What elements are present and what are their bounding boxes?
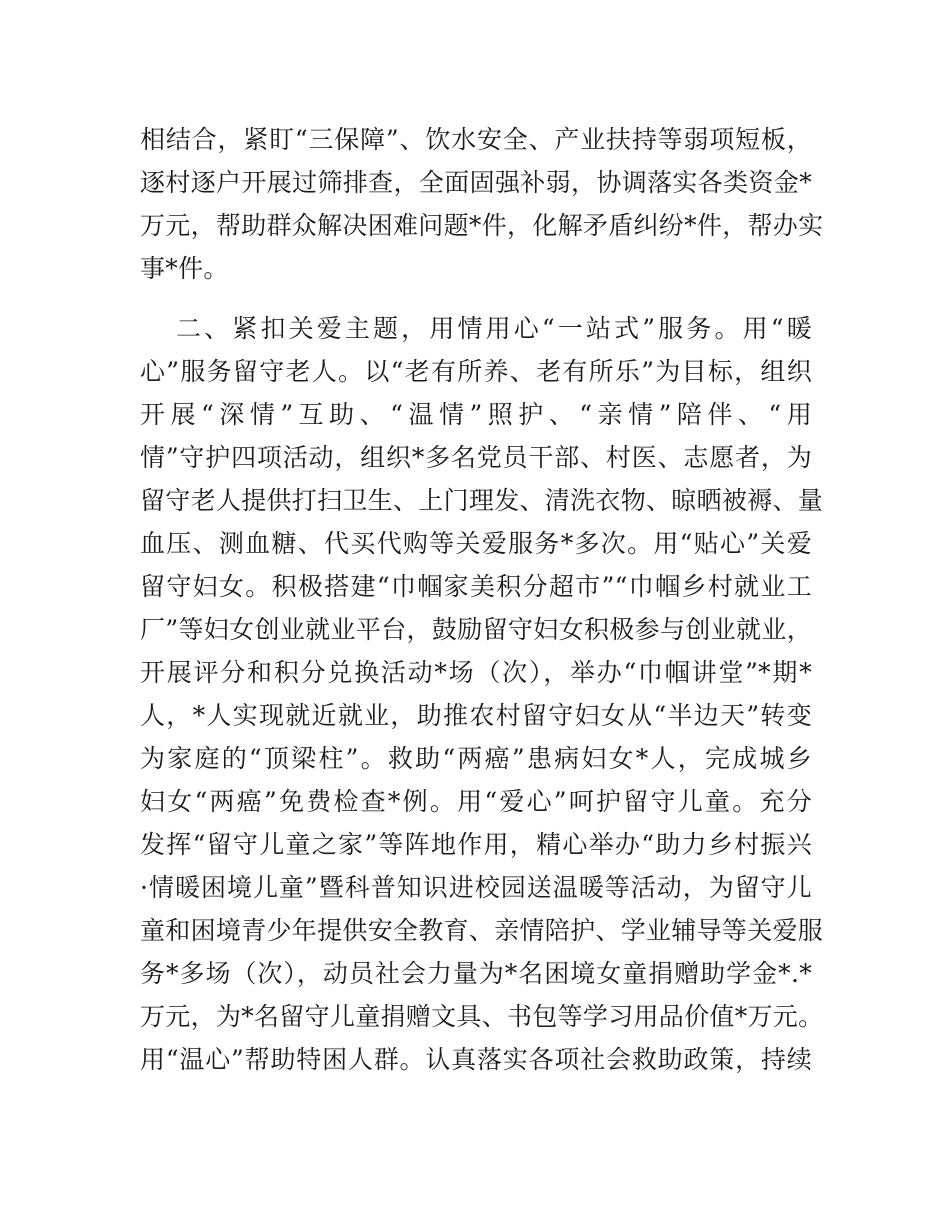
paragraph-line: 厂”等妇女创业就业平台，鼓励留守妇女积极参与创业就业， bbox=[140, 615, 812, 644]
paragraph-line: 童和困境青少年提供安全教育、亲情陪护、学业辅导等关爱服 bbox=[140, 916, 824, 945]
paragraph-line: 留守老人提供打扫卫生、上门理发、清洗衣物、晾晒被褥、量 bbox=[140, 486, 824, 515]
paragraph-line: ·情暖困境儿童”暨科普知识进校园送温暖等活动，为留守儿 bbox=[140, 873, 812, 902]
paragraph-line: 逐村逐户开展过筛排查，全面固强补弱，协调落实各类资金* bbox=[140, 168, 812, 197]
paragraph-line: 务*多场（次），动员社会力量为*名困境女童捐赠助学金*.* bbox=[140, 959, 812, 988]
paragraph-line: 开展评分和积分兑换活动*场（次），举办“巾帼讲堂”*期* bbox=[140, 658, 812, 687]
paragraph-line: 开展“深情”互助、“温情”照护、“亲情”陪伴、“用 bbox=[140, 400, 812, 429]
paragraph-line: 留守妇女。积极搭建“巾帼家美积分超市”“巾帼乡村就业工 bbox=[140, 572, 812, 601]
paragraph-line: 用“温心”帮助特困人群。认真落实各项社会救助政策，持续 bbox=[140, 1045, 812, 1074]
paragraph-line: 为家庭的“顶梁柱”。救助“两癌”患病妇女*人，完成城乡 bbox=[140, 744, 812, 773]
paragraph-line: 万元，帮助群众解决困难问题*件，化解矛盾纠纷*件，帮办实 bbox=[140, 211, 824, 240]
paragraph-line: 相结合，紧盯“三保障”、饮水安全、产业扶持等弱项短板， bbox=[140, 125, 812, 154]
paragraph-line: 发挥“留守儿童之家”等阵地作用，精心举办“助力乡村振兴 bbox=[140, 830, 812, 859]
paragraph-1 bbox=[140, 118, 824, 290]
paragraph-line: 人，*人实现就近就业，助推农村留守妇女从“半边天”转变 bbox=[140, 701, 812, 730]
paragraph-line: 情”守护四项活动，组织*多名党员干部、村医、志愿者，为 bbox=[140, 443, 812, 472]
paragraph-line: 血压、测血糖、代买代购等关爱服务*多次。用“贴心”关爱 bbox=[140, 529, 812, 558]
paragraph-line: 妇女“两癌”免费检查*例。用“爱心”呵护留守儿童。充分 bbox=[140, 787, 812, 816]
paragraph-line: 万元，为*名留守儿童捐赠文具、书包等学习用品价值*万元。 bbox=[140, 1002, 824, 1031]
paragraph-line: 二、紧扣关爱主题，用情用心“一站式”服务。用“暖 bbox=[176, 314, 812, 343]
paragraph-2 bbox=[140, 307, 824, 1081]
paragraph-line: 事*件。 bbox=[140, 254, 229, 283]
paragraph-line: 心”服务留守老人。以“老有所养、老有所乐”为目标，组织 bbox=[140, 357, 812, 386]
